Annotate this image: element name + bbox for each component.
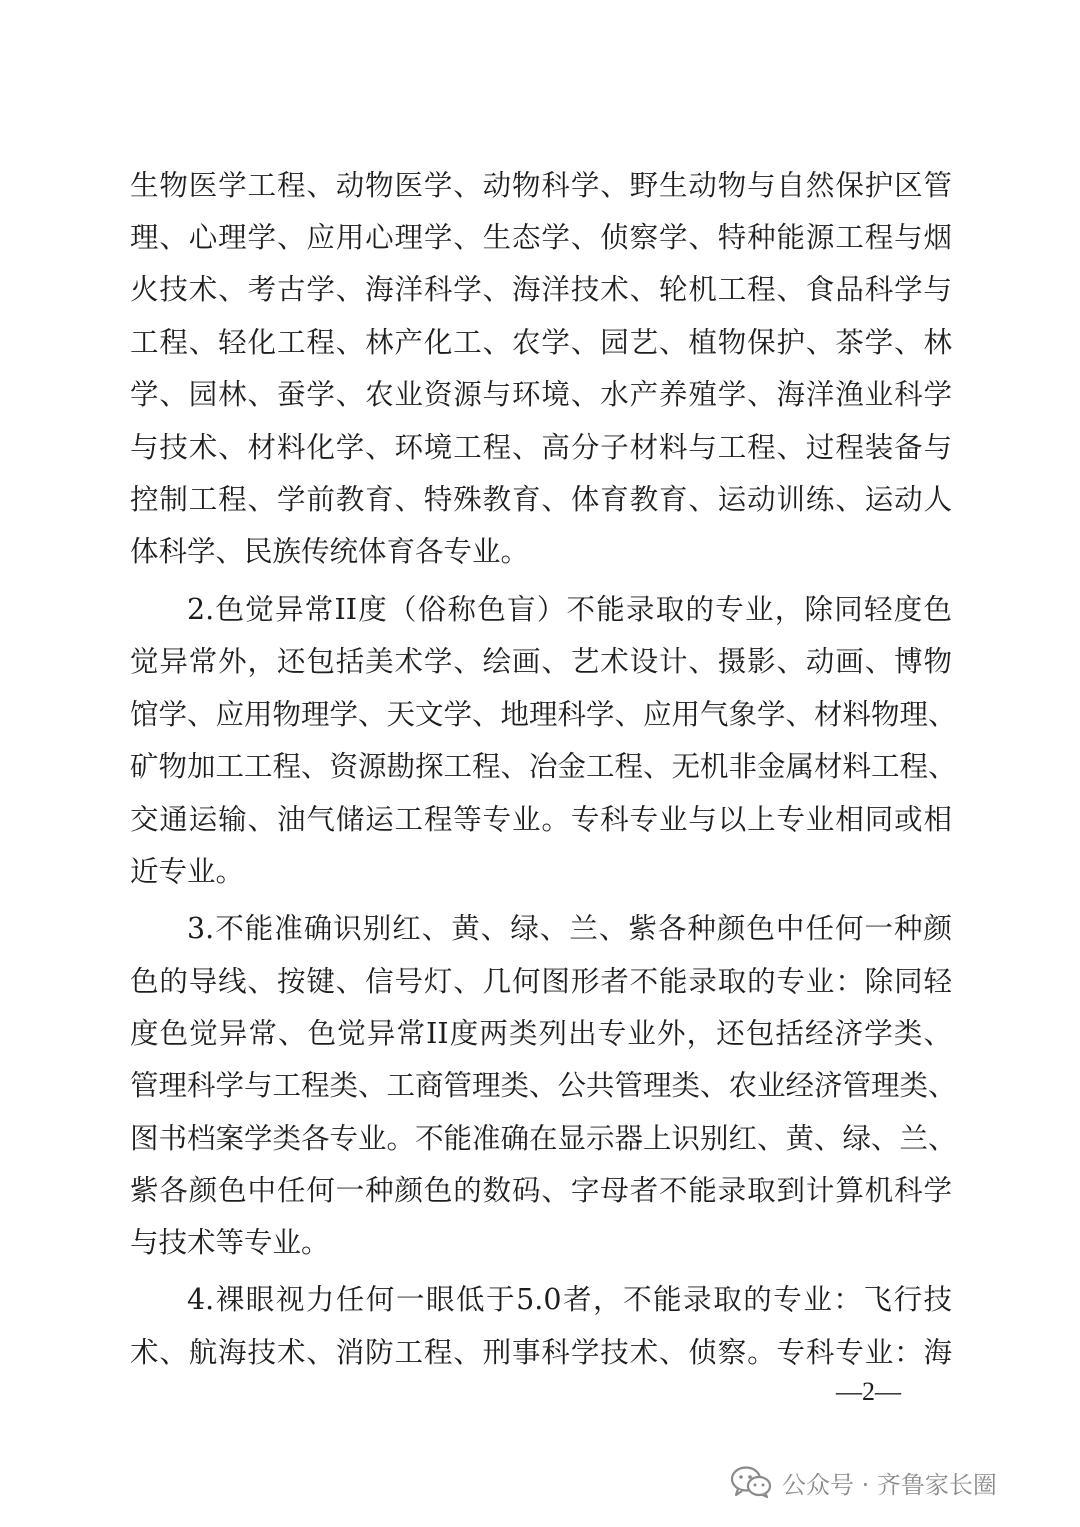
page-number: —2—: [836, 1377, 901, 1406]
wechat-icon: [730, 1465, 772, 1499]
text-line: 3.不能准确识别红、黄、绿、兰、紫各种颜色中任何一种颜: [187, 912, 952, 945]
text-line: 图书档案学类各专业。不能准确在显示器上识别红、黄、绿、兰、: [130, 1122, 957, 1155]
watermark: [730, 1462, 997, 1502]
text-line: 紫各颜色中任何一种颜色的数码、字母者不能录取到计算机科学: [130, 1174, 952, 1207]
text-line: 度色觉异常、色觉异常II度两类列出专业外，还包括经济学类、: [130, 1017, 952, 1050]
text-line: 与技术等专业。: [130, 1226, 330, 1259]
text-line: 生物医学工程、动物医学、动物科学、野生动物与自然保护区管: [130, 169, 952, 202]
text-line: 火技术、考古学、海洋科学、海洋技术、轮机工程、食品科学与: [130, 273, 952, 306]
text-line: 觉异常外，还包括美术学、绘画、艺术设计、摄影、动画、博物: [130, 645, 952, 678]
text-line: 术、航海技术、消防工程、刑事科学技术、侦察。专科专业：海: [130, 1336, 952, 1369]
text-line: 近专业。: [130, 855, 245, 888]
text-line: 工程、轻化工程、林产化工、农学、园艺、植物保护、茶学、林: [130, 326, 952, 359]
text-line: 体科学、民族传统体育各专业。: [130, 535, 530, 568]
text-line: 交通运输、油气储运工程等专业。专科专业与以上专业相同或相: [130, 803, 952, 836]
text-line: 馆学、应用物理学、天文学、地理科学、应用气象学、材料物理、: [130, 698, 957, 731]
text-line: 理、心理学、应用心理学、生态学、侦察学、特种能源工程与烟: [130, 221, 952, 254]
text-line: 2.色觉异常II度（俗称色盲）不能录取的专业，除同轻度色: [187, 593, 952, 626]
text-line: 控制工程、学前教育、特殊教育、体育教育、运动训练、运动人: [130, 483, 952, 516]
watermark-text: 公众号 · 齐鲁家长圈: [782, 1470, 997, 1499]
text-line: 矿物加工工程、资源勘探工程、冶金工程、无机非金属材料工程、: [130, 750, 957, 783]
text-line: 与技术、材料化学、环境工程、高分子材料与工程、过程装备与: [130, 431, 952, 464]
text-line: 4.裸眼视力任何一眼低于5.0者，不能录取的专业：飞行技: [187, 1283, 952, 1316]
text-line: 管理科学与工程类、工商管理类、公共管理类、农业经济管理类、: [130, 1069, 957, 1102]
text-line: 色的导线、按键、信号灯、几何图形者不能录取的专业：除同轻: [130, 965, 952, 998]
text-line: 学、园林、蚕学、农业资源与环境、水产养殖学、海洋渔业科学: [130, 378, 952, 411]
